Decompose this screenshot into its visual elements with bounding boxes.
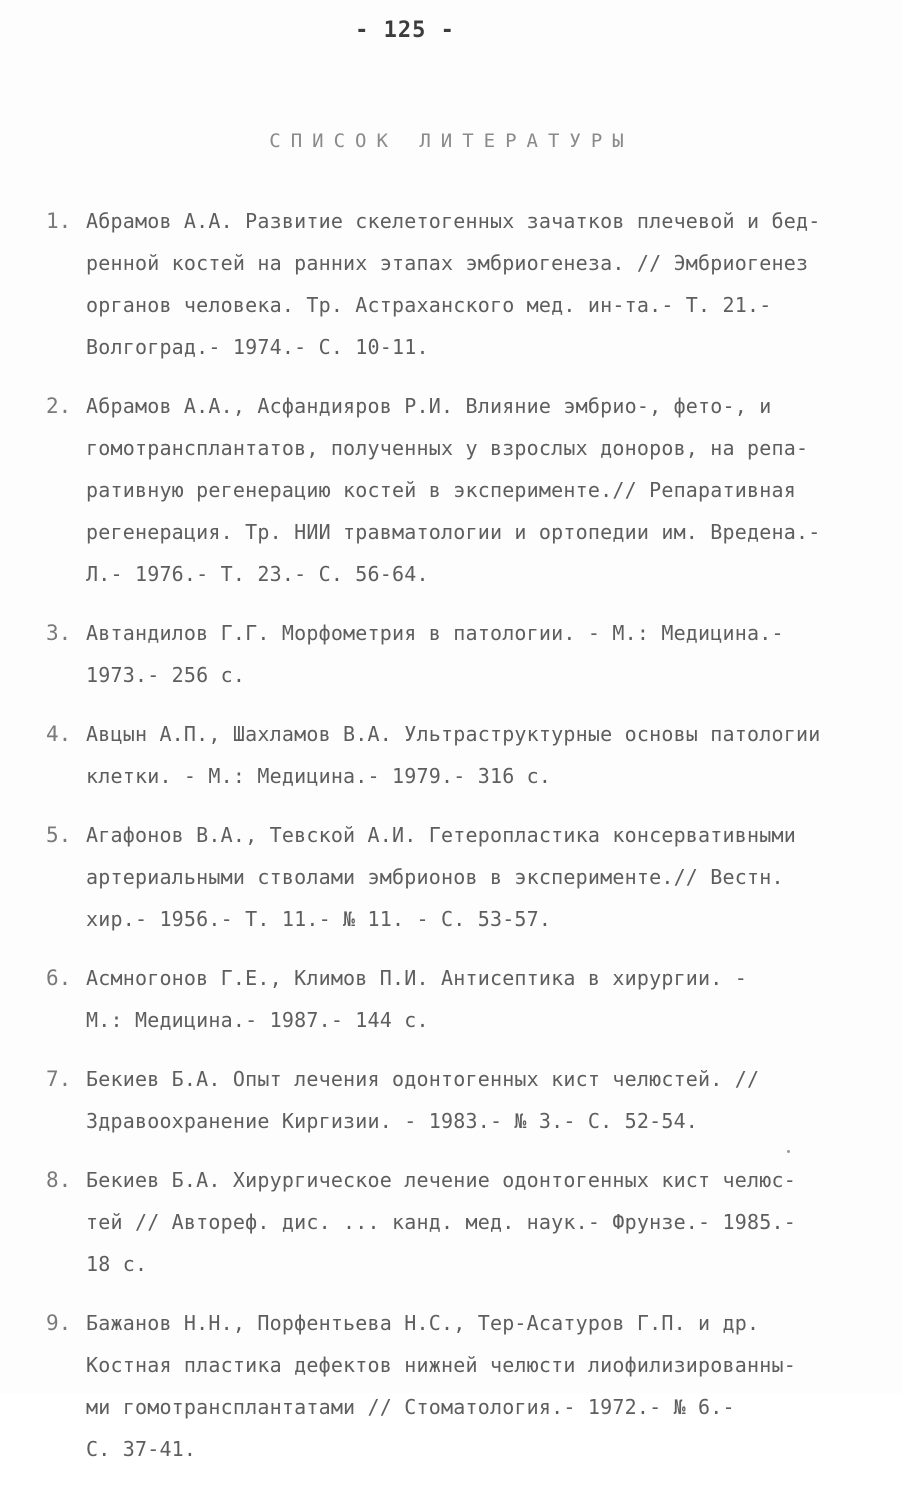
reference-line: ренной костей на ранних этапах эмбриогенеза. // Эмбриогенез [86,251,809,275]
reference-line: тей // Автореф. дис. ... канд. мед. наук.- Фрунзе.- 1985.- [86,1210,796,1234]
reference-item [0,1302,903,1470]
reference-number: 3. [46,621,72,645]
reference-item [0,1159,903,1285]
reference-line: органов человека. Тр. Астраханского мед. ин-та.- Т. 21.- [86,293,772,317]
reference-number: 9. [46,1311,72,1335]
reference-item [0,1058,903,1142]
reference-text [86,612,886,696]
reference-line: Л.- 1976.- Т. 23.- С. 56-64. [86,562,429,586]
reference-line: Костная пластика дефектов нижней челюсти лиофилизированны- [86,1353,796,1377]
reference-line: клетки. - М.: Медицина.- 1979.- 316 с. [86,764,552,788]
reference-item [0,957,903,1041]
reference-line: 1973.- 256 с. [86,663,246,687]
reference-line: Авцын А.П., Шахламов В.А. Ультраструктурные основы патологии [86,722,821,746]
reference-line: 18 с. [86,1252,148,1276]
reference-number: 7. [46,1067,72,1091]
reference-line: Агафонов В.А., Тевской А.И. Гетеропластика консервативными [86,823,796,847]
reference-text [86,385,886,595]
reference-line: Бажанов Н.Н., Порфентьева Н.С., Тер-Асатуров Г.П. и др. [86,1311,760,1335]
reference-line: гомотрансплантатов, полученных у взрослых доноров, на репа- [86,436,809,460]
reference-line: Бекиев Б.А. Опыт лечения одонтогенных кист челюстей. // [86,1067,760,1091]
reference-item [0,385,903,595]
reference-line: Автандилов Г.Г. Морфометрия в патологии. - М.: Медицина.- [86,621,784,645]
reference-item [0,612,903,696]
reference-number: 5. [46,823,72,847]
reference-text [86,1302,886,1470]
reference-text [86,200,886,368]
reference-list [0,200,903,1487]
reference-line: артериальными стволами эмбрионов в эксперименте.// Вестн. [86,865,784,889]
reference-line: ми гомотрансплантатами // Стоматология.- 1972.- № 6.- [86,1395,735,1419]
reference-line: С. 37-41. [86,1437,197,1461]
reference-text [86,814,886,940]
reference-line: хир.- 1956.- Т. 11.- № 11. - С. 53-57. [86,907,552,931]
reference-text [86,957,886,1041]
reference-text [86,1159,886,1285]
reference-text [86,713,886,797]
reference-number: 2. [46,394,72,418]
reference-line: Здравоохранение Киргизии. - 1983.- № 3.- С. 52-54. [86,1109,699,1133]
reference-line: Бекиев Б.А. Хирургическое лечение одонтогенных кист челюс- [86,1168,796,1192]
reference-line: ративную регенерацию костей в эксперименте.// Репаративная [86,478,796,502]
reference-number: 1. [46,209,72,233]
reference-line: М.: Медицина.- 1987.- 144 с. [86,1008,429,1032]
page-heading: СПИСОК ЛИТЕРАТУРЫ [269,130,634,152]
reference-number: 4. [46,722,72,746]
reference-number: 6. [46,966,72,990]
reference-line: Абрамов А.А. Развитие скелетогенных зачатков плечевой и бед- [86,209,821,233]
reference-item [0,814,903,940]
reference-item [0,200,903,368]
reference-line: Асмногонов Г.Е., Климов П.И. Антисептика в хирургии. - [86,966,748,990]
reference-line: Волгоград.- 1974.- С. 10-11. [86,335,429,359]
reference-line: Абрамов А.А., Асфандияров Р.И. Влияние эмбрио-, фето-, и [86,394,772,418]
reference-text [86,1058,886,1142]
reference-item [0,713,903,797]
page-number: - 125 - [355,18,455,43]
reference-number: 8. [46,1168,72,1192]
scan-speck [787,1150,790,1153]
reference-line: регенерация. Тр. НИИ травматологии и ортопедии им. Вредена.- [86,520,821,544]
